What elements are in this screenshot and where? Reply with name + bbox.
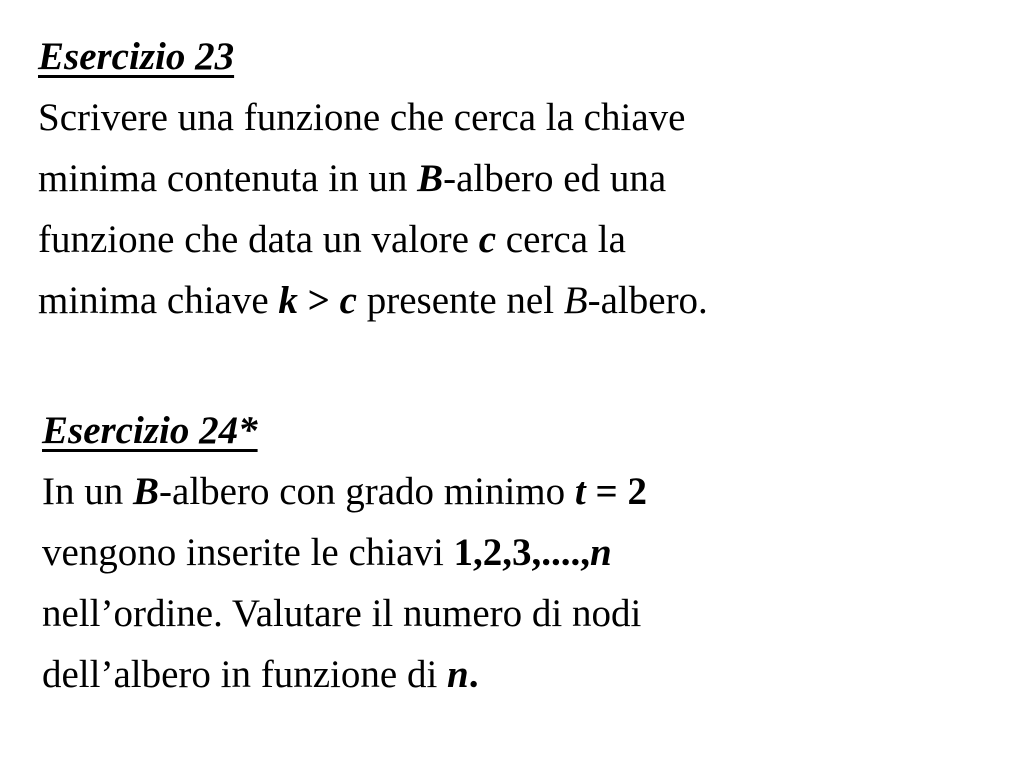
variable-c: c <box>339 278 357 322</box>
text-segment: minima chiave <box>38 278 279 322</box>
text-segment: cerca la <box>496 217 626 261</box>
exercise-24-line-4 <box>42 644 1002 705</box>
text-segment: minima contenuta in un <box>38 156 418 200</box>
variable-c: c <box>478 217 497 261</box>
key-sequence: 1,2,3,...., <box>453 530 591 574</box>
text-segment: vengono inserite le chiavi <box>42 530 454 574</box>
text-segment: -albero con grado minimo <box>159 469 575 513</box>
exercise-24 <box>42 410 1002 705</box>
variable-n: n <box>447 652 469 696</box>
text-segment: In un <box>42 469 133 513</box>
text-segment: dell’albero in funzione di <box>42 652 448 696</box>
exercise-23-line-3 <box>38 209 998 270</box>
exercise-24-line-2 <box>42 522 1002 583</box>
text-segment: funzione che data un valore <box>38 217 479 261</box>
exercise-23-title: Esercizio 23 <box>38 35 235 78</box>
variable-k: k <box>278 278 298 322</box>
exercise-23-line-2 <box>38 148 998 209</box>
exercise-23-line-4 <box>38 270 998 331</box>
text-segment: -albero ed una <box>443 156 667 200</box>
variable-n: n <box>590 530 612 574</box>
variable-t: t <box>574 469 586 513</box>
exercise-23-line-1: Scrivere una funzione che cerca la chiave <box>38 95 686 139</box>
b-tree-symbol: B <box>563 278 588 322</box>
b-tree-symbol: B <box>133 469 160 513</box>
exercise-23 <box>38 36 998 331</box>
equals-two: = 2 <box>585 469 647 513</box>
period: . <box>468 652 479 696</box>
text-segment: presente nel <box>356 278 564 322</box>
greater-than-symbol: > <box>297 278 340 322</box>
exercise-24-title: Esercizio 24* <box>42 409 258 452</box>
b-tree-symbol: B <box>417 156 444 200</box>
exercise-24-line-1 <box>42 461 1002 522</box>
exercise-24-text <box>42 461 1002 705</box>
text-segment: -albero. <box>587 278 708 322</box>
exercise-23-text <box>38 87 998 331</box>
exercise-24-line-3: nell’ordine. Valutare il numero di nodi <box>42 591 642 635</box>
